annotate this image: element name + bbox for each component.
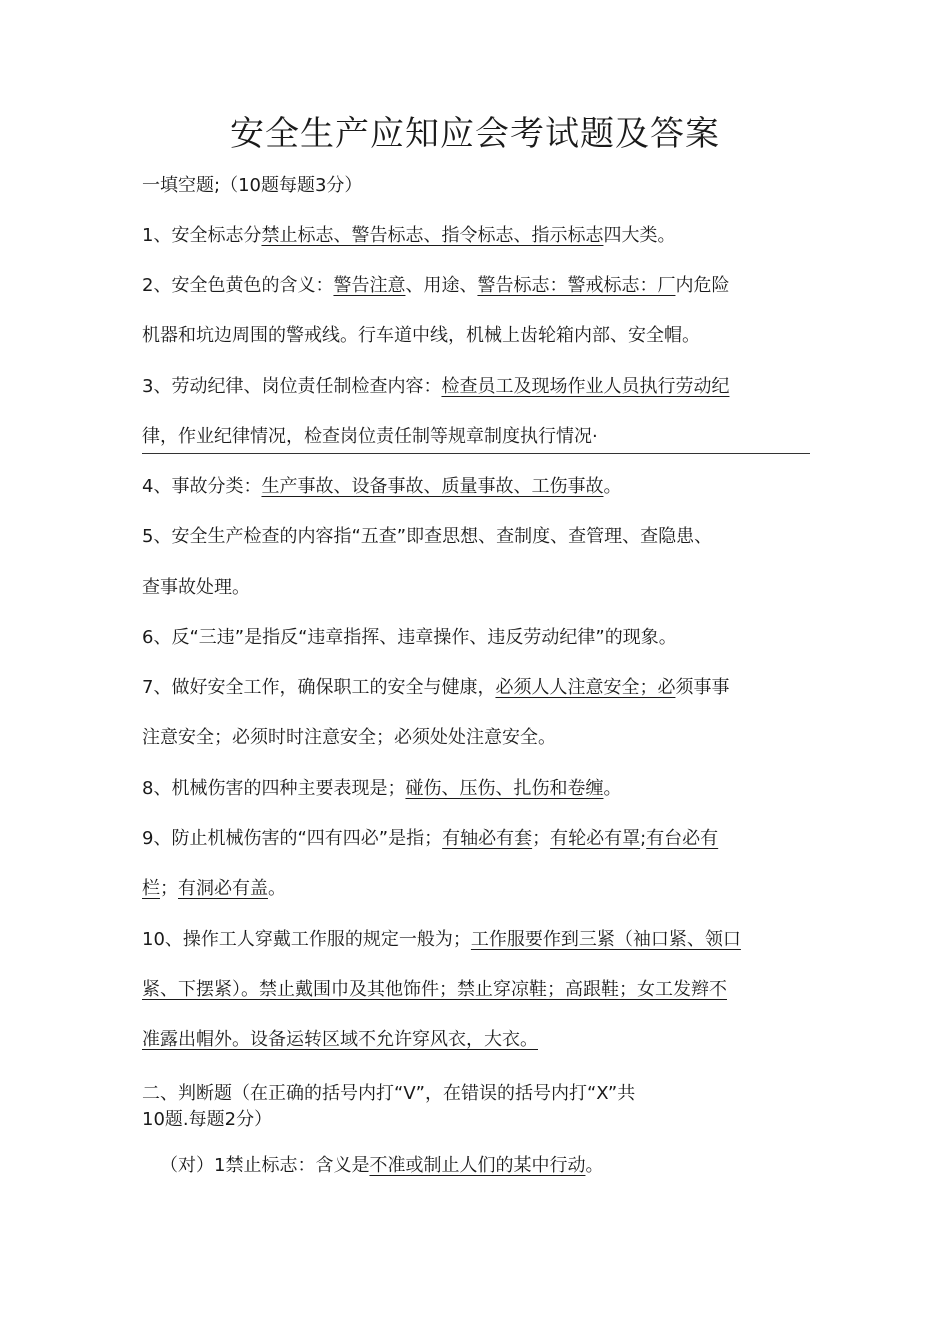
judgment-1: [160, 1153, 828, 1179]
question-7-line-1: [142, 675, 810, 701]
question-9-line-1: [142, 826, 810, 852]
question-5-line-1: 5、安全生产检查的内容指“五查”即查思想、查制度、查管理、查隐患、: [142, 526, 713, 547]
q2-tail: 内危险: [675, 275, 730, 296]
question-6: 6、反“三违”是指反“违章指挥、违章操作、违反劳动纪律”的现象。: [142, 627, 677, 648]
q9-tail: 。: [268, 878, 286, 899]
q8-answer: 碰伤、压伤、扎伤和卷缠: [405, 778, 604, 799]
q9-sep-2: ;: [640, 828, 647, 849]
q4-text: 4、事故分类：: [142, 476, 262, 497]
question-5-line-2: 查事故处理。: [142, 577, 250, 598]
q9-answer-1: 有轴必有套: [442, 828, 533, 849]
q1-tail: 四大类。: [603, 225, 676, 246]
question-10-line-2: [142, 977, 810, 1003]
q4-tail: 。: [603, 476, 622, 497]
q9-answer-4: 有洞必有盖: [178, 878, 268, 899]
q10-answer-3: 准露出帽外。设备运转区域不允许穿风衣，大衣。: [142, 1029, 538, 1050]
q10-answer-2: 紧、下摆紧）。禁止戴围巾及其他饰件；禁止穿凉鞋；高跟鞋；女工发辫不: [142, 979, 727, 1000]
q2-answer-2: 警告标志：警戒标志：厂: [477, 275, 676, 296]
q10-text: 10、操作工人穿戴工作服的规定一般为；: [142, 929, 471, 950]
q2-text: 2、安全色黄色的含义：: [142, 275, 334, 296]
q7-tail: 须事事: [675, 677, 730, 698]
q2-answer-1: 警告注意: [333, 275, 406, 296]
q8-text: 8、机械伤害的四种主要表现是；: [142, 778, 406, 799]
section-heading-fill-in: 一填空题;（10题每题3分）: [142, 175, 363, 196]
question-8: [142, 776, 810, 802]
j1-answer: 不准或制止人们的某中行动: [369, 1155, 586, 1176]
q9-sep-3: ；: [160, 878, 178, 899]
document-title: 安全生产应知应会考试题及答案: [230, 114, 720, 154]
question-2-line-2: 机器和坑边周围的警戒线。行车道中线，机械上齿轮箱内部、安全帽。: [142, 325, 700, 346]
q3-answer-1: 检查员工及现场作业人员执行劳动纪: [441, 376, 730, 397]
j1-text: （对）1禁止标志：含义是: [160, 1155, 370, 1176]
question-10-line-3: [142, 1027, 810, 1053]
question-3-line-2: [142, 424, 810, 450]
q2-mid: 、用途、: [405, 275, 478, 296]
question-7-line-2: 注意安全；必须时时注意安全；必须处处注意安全。: [142, 727, 556, 748]
question-1: [142, 223, 810, 249]
q9-text: 9、防止机械伤害的“四有四必”是指；: [142, 828, 443, 849]
q7-answer: 必须人人注意安全；必: [495, 677, 676, 698]
q10-answer-1: 工作服要作到三紧（袖口紧、领口: [470, 929, 741, 950]
q3-text: 3、劳动纪律、岗位责任制检查内容：: [142, 376, 442, 397]
q1-answer: 禁止标志、警告标志、指令标志、指示标志: [261, 225, 604, 246]
q9-answer-3: 有台必有: [646, 828, 719, 849]
question-3-line-1: [142, 374, 810, 400]
q9-answer-2: 有轮必有罩: [550, 828, 641, 849]
question-9-line-2: [142, 876, 810, 902]
question-4: [142, 474, 810, 500]
question-10-line-1: [142, 927, 810, 953]
question-2-line-1: [142, 273, 810, 299]
divider-line: [142, 453, 810, 454]
section-heading-true-false-line-1: 二、判断题（在正确的括号内打“V”，在错误的括号内打“X”共: [142, 1083, 636, 1104]
q9-answer-3-end: 栏: [142, 878, 160, 899]
q9-sep-1: ；: [532, 828, 551, 849]
q1-text: 1、安全标志分: [142, 225, 262, 246]
q7-text: 7、做好安全工作，确保职工的安全与健康，: [142, 677, 496, 698]
section-heading-true-false-line-2: 10题.每题2分）: [142, 1109, 273, 1130]
q4-answer: 生产事故、设备事故、质量事故、工伤事故: [261, 476, 604, 497]
j1-tail: 。: [585, 1155, 604, 1176]
q3-answer-2: 律，作业纪律情况，检查岗位责任制等规章制度执行情况·: [142, 426, 598, 447]
q8-tail: 。: [603, 778, 622, 799]
